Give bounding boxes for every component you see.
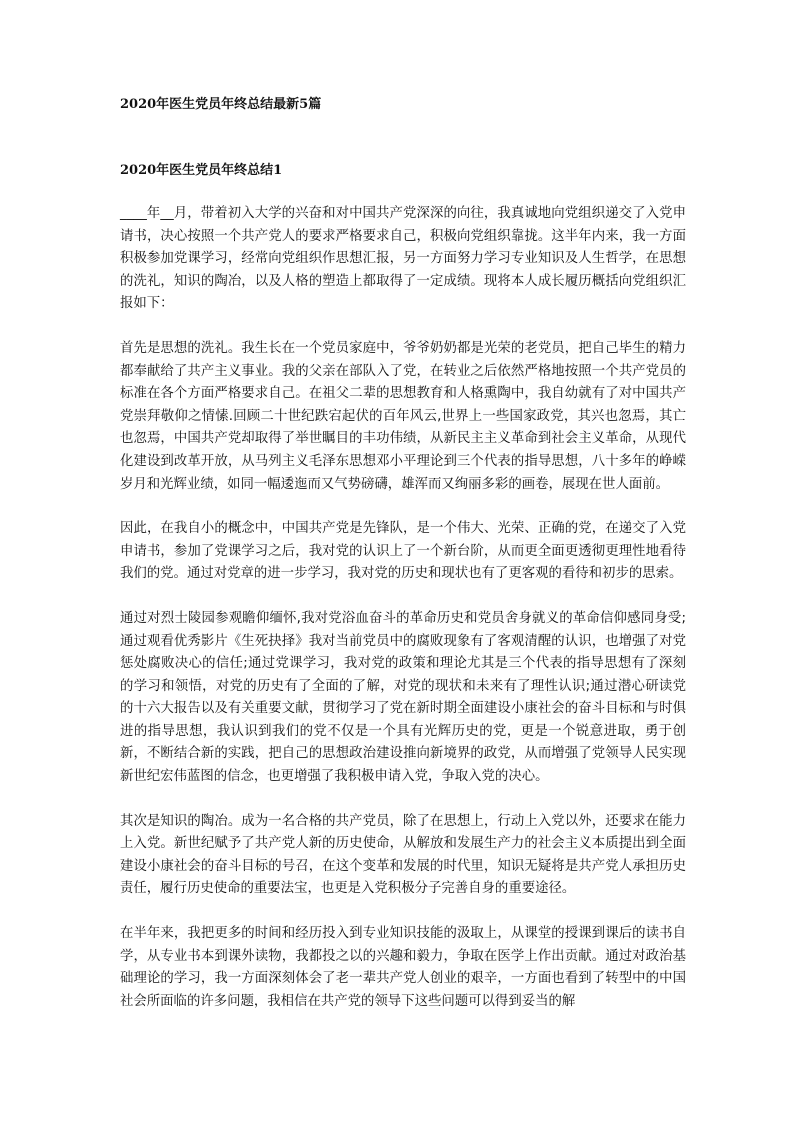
paragraph-2: 首先是思想的洗礼。我生长在一个党员家庭中，爷爷奶奶都是光荣的老党员，把自己毕生的精力都奉献给了共产主义事业。我的父亲在部队入了党，在转业之后依然严格地按照一个共产党员的标准在各个方面严格要求自己。在祖父二辈的思想教育和人格熏陶中，我自幼就有了对中国共产党崇拜敬仰之情愫.回顾二十世纪跌宕起伏的百年风云,世界上一些国家政党，其兴也忽焉，其亡也忽焉，中国共产党却取得了举世瞩目的丰功伟绩，从新民主主义革命到社会主义革命，从现代化建设到改革开放，从马列主义毛泽东思想邓小平理论到三个代表的指导思想，八十多年的峥嵘岁月和光辉业绩，如同一幅逶迤而又气势磅礴，雄浑而又绚丽多彩的画卷，展现在世人面前。 <box>120 340 686 492</box>
document-page <box>120 95 686 1013</box>
paragraph-1: ____年__月，带着初入大学的兴奋和对中国共产党深深的向往，我真诚地向党组织递交了入党申请书，决心按照一个共产党人的要求严格要求自己，积极向党组织靠拢。这半年内来，我一方面积极参加党课学习，经常向党组织作思想汇报，另一方面努力学习专业知识及人生哲学，在思想的洗礼，知识的陶冶，以及人格的塑造上都取得了一定成绩。现将本人成长履历概括向党组织汇报如下： <box>120 206 686 312</box>
paragraph-3: 因此，在我自小的概念中，中国共产党是先锋队，是一个伟大、光荣、正确的党，在递交了入党申请书，参加了党课学习之后，我对党的认识上了一个新台阶，从而更全面更透彻更理性地看待我们的党。通过对党章的进一步学习，我对党的历史和现状也有了更客观的看待和初步的思索。 <box>120 521 686 582</box>
paragraph-4: 通过对烈士陵园参观瞻仰缅怀,我对党浴血奋斗的革命历史和党员舍身就义的革命信仰感同身受;通过观看优秀影片《生死抉择》我对当前党员中的腐败现象有了客观清醒的认识，也增强了对党惩处腐败决心的信任;通过党课学习，我对党的政策和理论尤其是三个代表的指导思想有了深刻的学习和领悟，对党的历史有了全面的了解，对党的现状和未来有了理性认识;通过潜心研读党的十六大报告以及有关重要文献，贯彻学习了党在新时期全面建设小康社会的奋斗目标和与时俱进的指导思想，我认识到我们的党不仅是一个具有光辉历史的党，更是一个锐意进取，勇于创新，不断结合新的实践，把自己的思想政治建设推向新境界的政党，从而增强了党领导人民实现新世纪宏伟蓝图的信念，也更增强了我积极申请入党，争取入党的决心。 <box>120 610 686 785</box>
section-title: 2020年医生党员年终总结1 <box>120 163 283 178</box>
document-title: 2020年医生党员年终总结最新5篇 <box>120 97 322 112</box>
paragraph-6: 在半年来，我把更多的时间和经历投入到专业知识技能的汲取上，从课堂的授课到课后的读书自学，从专业书本到课外读物，我都投之以的兴趣和毅力，争取在医学上作出贡献。通过对政治基础理论的学习，我一方面深刻体会了老一辈共产党人创业的艰辛，一方面也看到了转型中的中国社会所面临的许多问题，我相信在共产党的领导下这些问题可以得到妥当的解 <box>120 926 686 1009</box>
paragraph-5: 其次是知识的陶冶。成为一名合格的共产党员，除了在思想上，行动上入党以外，还要求在能力上入党。新世纪赋予了共产党人新的历史使命，从解放和发展生产力的社会主义本质提出到全面建设小康社会的奋斗目标的号召，在这个变革和发展的时代里，知识无疑将是共产党人承担历史责任，履行历史使命的重要法宝，也更是入党积极分子完善自身的重要途径。 <box>120 813 686 897</box>
